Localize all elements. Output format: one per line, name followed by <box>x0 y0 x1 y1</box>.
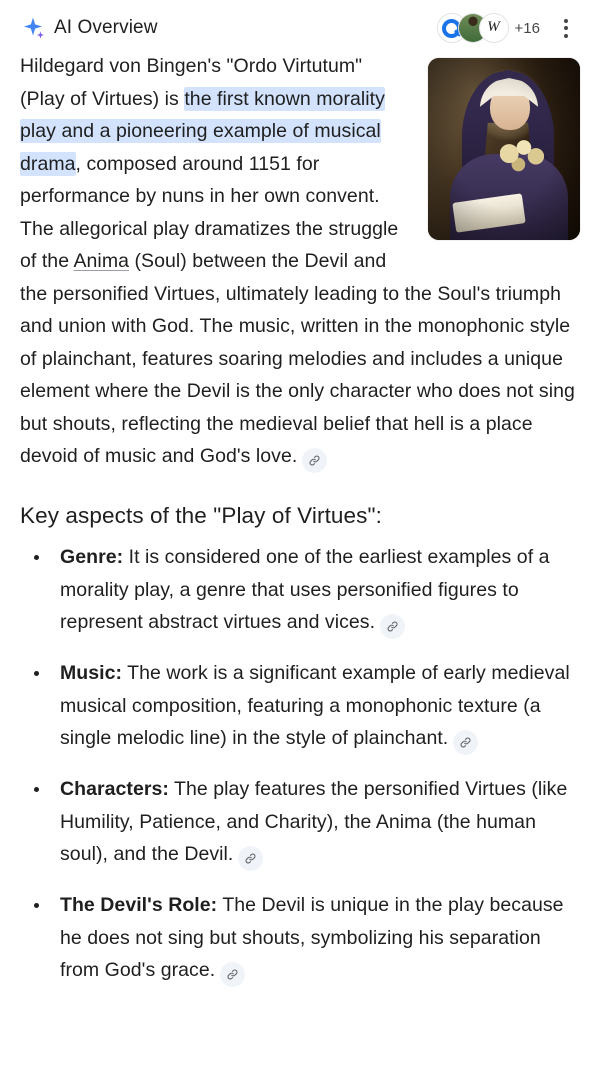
kebab-menu-icon[interactable] <box>552 11 580 45</box>
hero-image[interactable] <box>428 58 580 240</box>
key-aspects-list <box>20 541 580 987</box>
ai-overview-content <box>20 50 580 987</box>
link-citation-icon[interactable] <box>302 448 327 473</box>
link-citation-icon[interactable] <box>380 614 405 639</box>
aspect-term: Characters: <box>60 778 169 800</box>
sparkle-icon <box>20 15 46 41</box>
ai-overview-title: AI Overview <box>54 17 158 38</box>
section-title: Key aspects of the "Play of Virtues": <box>20 503 382 528</box>
list-item <box>20 773 580 871</box>
intro-paragraph <box>20 50 580 473</box>
list-item <box>20 889 580 987</box>
aspect-text: The play features the personified Virtues (like Humility, Patience, and Charity), the Anima (the human soul), and the Devil. <box>60 778 568 865</box>
header-actions <box>437 11 580 45</box>
list-item <box>20 657 580 755</box>
intro-text-before: Hildegard von Bingen's "Ordo Virtutum" (Play of Virtues) is <box>20 55 363 110</box>
source-avatars[interactable] <box>437 13 509 43</box>
intro-text-after: , composed around 1151 for performance by nuns in her own convent. The allegorical play dramatizes the struggle of the <box>20 152 399 272</box>
source-wikipedia-icon[interactable]: W <box>479 13 509 43</box>
more-sources-count[interactable]: +16 <box>514 19 540 37</box>
ai-overview-header <box>20 0 580 50</box>
link-citation-icon[interactable] <box>220 962 245 987</box>
anima-link[interactable]: Anima <box>73 250 130 272</box>
link-citation-icon[interactable] <box>238 846 263 871</box>
aspect-text: It is considered one of the earliest examples of a morality play, a genre that uses personified figures to represent abstract virtues and vices. <box>60 546 550 633</box>
aspect-term: Music: <box>60 662 123 684</box>
list-item <box>20 541 580 639</box>
intro-text-tail: (Soul) between the Devil and the personified Virtues, ultimately leading to the Soul's triumph and union with God. The music, written in the monophonic style of plainchant, features soaring melodies and includes a unique element where the Devil is the only character who does not sing but shouts, reflecting the medieval belief that hell is a place devoid of music and God's love. <box>20 250 575 467</box>
intro-highlight: the first known morality play and a pioneering example of musical drama <box>20 87 385 175</box>
link-citation-icon[interactable] <box>453 730 478 755</box>
aspect-term: The Devil's Role: <box>60 894 218 916</box>
aspect-text: The Devil is unique in the play because he does not sing but shouts, symbolizing his separation from God's grace. <box>60 894 564 981</box>
aspect-term: Genre: <box>60 546 124 568</box>
aspect-text: The work is a significant example of early medieval musical composition, featuring a monophonic texture (a single melodic line) in the style of plainchant. <box>60 662 570 749</box>
